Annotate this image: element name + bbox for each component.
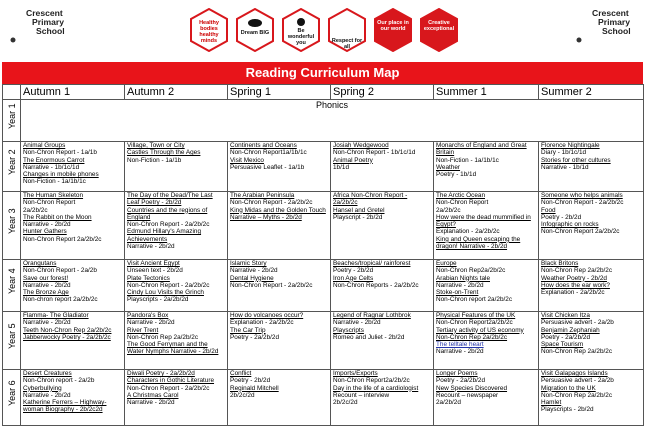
topic-title: Stories for other cultures [541,156,611,164]
topic-title: Edmund Hillary's Amazing Achievements [127,228,202,243]
topic-title: Visit Chicken Itza [541,312,590,319]
year-label: Year 5 [3,312,21,370]
values-badges [190,8,460,56]
topic-detail: Non-Chron Report [436,199,489,207]
year-row [3,312,644,370]
topic-title: Characters in Gothic Literature [127,377,215,385]
topic-title: Migration to the UK [541,384,596,392]
topic-cell [434,192,539,260]
topic-title: The Good Ferryman and the Water Nymphs Narrative - 2b/2d [127,341,219,356]
topic-detail: Non-Chron Reports - 2a/2b/2c [333,281,419,289]
topic-detail: Playscripts - 2a/2b/2d [127,296,189,304]
badge-respect: Respect for all [328,8,366,52]
topic-detail: Narrative - 2b/2d [23,281,71,289]
topic-cell [331,312,434,370]
topic-detail: Narrative - 2b/2d [23,221,71,229]
topic-title: Day in the life of a cardiologist [333,384,419,392]
topic-cell [21,142,125,192]
topic-title: The Car Trip [230,326,266,334]
page-title: Reading Curriculum Map [2,62,643,84]
topic-cell [434,142,539,192]
topic-title: Orangutans [23,260,57,267]
topic-title: Visit Ancient Egypt [127,260,180,267]
topic-title: Hamlet [541,399,562,407]
topic-detail: Narrative - 2b/2d [230,267,278,275]
topic-detail: Non-Chron Rep 2a/2b/2c [541,267,613,275]
topic-detail: Diary - 1b/1c/1d [541,149,587,157]
topic-detail: Poetry - 2b/2d [230,377,271,385]
term-header: Spring 2 [331,85,434,100]
badge-dream-big: Dream BIG [236,8,274,52]
topic-cell [331,192,434,260]
topic-detail: Non-Fiction - 1a/1b [127,156,182,164]
topic-detail: Narrative - 2b/2d [23,391,71,399]
topic-detail: 2a/2b/2d [436,399,461,407]
topic-cell [228,192,331,260]
topic-title: Dental Hygiene [230,274,274,282]
topic-detail: Non-chron report 2a/2b/2c [23,296,98,304]
topic-cell [21,260,125,312]
topic-detail: Narrative - 2b/2d [333,319,381,327]
topic-title: Hunter Gathers [23,228,67,236]
term-header: Summer 2 [539,85,644,100]
topic-title: Black Britons [541,260,579,267]
badge-creative: Creative exceptional [420,8,458,52]
topic-detail: Narrative - 2b/2d [127,243,175,251]
topic-title: Save our forest! [23,274,69,282]
topic-title: Hansel and Gretel [333,206,385,214]
topic-cell [125,312,228,370]
topic-title: Cyberbullying [23,384,62,392]
topic-title: Reginald Mitchell [230,384,279,392]
topic-detail: 2b/2c/2d [230,391,255,399]
topic-detail: Recount – newspaper [436,391,499,399]
topic-detail: Explanation - 2a/2b/2c [541,289,605,297]
topic-title: Iron Age Celts [333,274,374,282]
topic-title: The Day of the Dead/The Last Leaf Poetry - 2b/2d [127,192,213,207]
topic-title: The Arabian Peninsula [230,192,295,199]
topic-detail: Narrative - 2b/2d [127,319,175,327]
topic-title: Longer Poems [436,370,478,377]
topic-detail: Poetry - 2a/2b/2d [436,377,486,385]
topic-detail: Non-Chron Rep 2a/2b/2c [541,348,613,356]
topic-detail: Non-Chron Rep 2a/2b/2c [541,391,613,399]
topic-detail: Explanation - 2a/2b/2c [436,228,500,236]
topic-detail: Narrative - 1b/1d [541,163,589,171]
topic-title: Playscripts [333,326,364,334]
topic-title: Jabberwocky Poetry - 2a/2b/2c [23,333,111,341]
crescent-moon-icon [572,13,590,43]
corner-cell [3,85,21,100]
topic-title: The Enormous Carrot [23,156,85,164]
topic-detail: Non-Chron Report 2a/2b/2c [541,228,620,236]
topic-cell [21,192,125,260]
topic-cell [21,312,125,370]
topic-detail: 2a/2b/2c [23,206,48,214]
topic-detail: Poetry - 1b/1d [436,171,477,179]
topic-title: Arabian Nights tale [436,274,490,282]
badge-wonderful: Be wonderful you [282,8,320,52]
topic-title: Changes in mobile phones [23,171,99,179]
year-label: Year 2 [3,142,21,192]
topic-detail: Poetry - 2a/2b/2d [230,333,280,341]
topic-detail: Unseen text - 2b/2d [127,267,183,275]
school-logo-right [570,5,632,51]
topic-title: Visit Galapagos Islands [541,370,608,377]
topic-title: Europe [436,260,457,267]
topic-detail: Non-Chron Report - 1a/1b [23,149,97,157]
year-label: Year 6 [3,370,21,426]
topic-cell [125,260,228,312]
topic-title: Imports/Exports [333,370,378,377]
topic-detail: Persuasive advert - 2a/2b [541,319,614,327]
term-header: Summer 1 [434,85,539,100]
topic-detail: Non-Chron Report - 1b/1c/1d [333,149,416,157]
topic-cell [331,370,434,426]
topic-detail: Non-Chron Report - 2a/2b/2c [541,199,624,207]
topic-title: Castles Through the Ages [127,149,201,157]
topic-cell [434,260,539,312]
topic-title: Animal Groups [23,142,66,149]
topic-cell [125,370,228,426]
topic-cell [434,370,539,426]
topic-title: The Human Skeleton [23,192,84,199]
year-row [3,260,644,312]
topic-title: How does the ear work? [541,281,610,289]
topic-cell [539,260,644,312]
topic-cell [539,192,644,260]
topic-title: Africa Non-Chron Report - 2a/2b/2c [333,192,408,207]
school-name: Crescent Primary School [26,8,65,36]
topic-title: The Bronze Age [23,289,69,297]
topic-detail: Playscript - 2b/2d [333,213,383,221]
topic-title: Desert Creatures [23,370,72,377]
topic-title: Benjamin Zephaniah [541,326,600,334]
topic-detail: Non-Fiction - 1a/1b/1c [23,178,86,186]
topic-title: Josiah Wedgewood [333,142,389,149]
topic-detail: Non-Chron Report - 2a/2b/2c [127,221,210,229]
topic-title: Stoke-on-Trent [436,289,479,297]
topic-detail: Narrative - 2b/2d [436,281,484,289]
topic-title: Tertiary activity of US economy Non-Chron Rep 2a/2b/2c [436,326,524,341]
topic-title: Physical Features of the UK [436,312,516,319]
topic-title: The Arctic Ocean [436,192,486,199]
topic-title: Space Tourism [541,341,584,349]
topic-title: Infographic on rocks [541,221,599,229]
topic-title: Food [541,206,556,214]
topic-cell [539,370,644,426]
topic-detail: Narrative - 2b/2d [23,319,71,327]
topic-title: River Trent [127,326,159,334]
topic-title: Countries and the regions of England [127,206,208,221]
topic-title: Plate Tectonics [127,274,170,282]
topic-title: Pandora's Box [127,312,169,319]
topic-detail: Non-Chron report 2a/2b/2c [436,296,513,304]
topic-cell [331,142,434,192]
topic-detail: Narrative - 1b/1c/1d [23,163,80,171]
topic-detail: Narrative - 2b/2d [127,399,175,407]
topic-cell [125,142,228,192]
topic-title: A Christmas Carol [127,391,179,399]
topic-detail: Non-Chron Report - 2a/2b/2c [230,281,313,289]
term-header: Autumn 2 [125,85,228,100]
topic-title: Village, Town or City [127,142,185,149]
topic-detail: Non-Chron Report - 2a/2b/2c [127,281,210,289]
topic-title: Conflict [230,370,252,377]
topic-detail: Non-Chron report - 2a/2b [23,377,95,385]
topic-title: Islamic Story [230,260,267,267]
year-label: Year 4 [3,260,21,312]
topic-detail: Non-Chron Report1a/1b/1c [230,149,307,157]
topic-detail: Persuasive advert - 2a/2b [541,377,614,385]
topic-detail: Persuasive Leaflet - 1a/1b [230,163,305,171]
topic-title: Monarchs of England and Great Britain [436,142,527,157]
topic-title: Katherine Ferrers – Highway-woman Biography - 2b/2c2d [23,399,107,414]
topic-detail: Romeo and Juliet - 2b/2d [333,333,405,341]
topic-detail: Non-Chron Rep 2a/2b/2c [127,333,199,341]
topic-detail: Non-Chron Report [23,199,76,207]
phonics-cell: Phonics [21,100,644,142]
topic-cell [539,312,644,370]
topic-title: Teeth Non-Chron Rep 2a/2b/2c [23,326,112,334]
topic-title: Continents and Oceans [230,142,297,149]
topic-title: Beaches/tropical/ rainforest [333,260,411,267]
topic-cell [125,192,228,260]
topic-detail: Poetry - 2b/2d [541,213,582,221]
topic-detail: Non-Chron Report - 2a/2b [23,267,97,275]
year-label: Year 1 [3,100,21,142]
topic-title: Cindy Lou Visits the Grinch [127,289,204,297]
term-header: Spring 1 [228,85,331,100]
topic-detail: Non-Chron Report - 2a/2b/2c [230,199,313,207]
topic-title: The Rabbit on the Moon [23,213,92,221]
year-row [3,192,644,260]
topic-detail: Narrative - 2b/2d [436,348,484,356]
topic-title: King and Queen escaping the dragon! Narrative - 2b/2d [436,235,521,251]
topic-cell [21,370,125,426]
school-name: Crescent Primary School [592,8,631,36]
year-row [3,142,644,192]
topic-title: Diwali Poetry - 2a/2b/2d [127,370,195,377]
topic-title: Weather Poetry - 2b/2d [541,274,607,282]
topic-title: Legend of Ragnar Lothbrok [333,312,411,319]
topic-detail: Non-Chron Rep2a/2b/2c [436,267,506,275]
topic-detail: Non-Chron Report 2a/2b/2c [23,235,102,243]
topic-cell [539,142,644,192]
topic-title: King Midas and the Golden Touch Narrative – Myths - 2b/2d [230,206,326,221]
topic-title: Animal Poetry [333,156,373,164]
term-header: Autumn 1 [21,85,125,100]
topic-detail: Non-Chron Report2a/2b/2c [333,377,410,385]
badge-healthy: Healthy bodies healthy minds [190,8,228,52]
topic-cell [331,260,434,312]
topic-detail: 1b/1d [333,163,349,171]
topic-detail: 2b/2c/2d [333,399,358,407]
topic-title: How were the dead mummified in Egypt? [436,213,531,229]
year-row [3,370,644,426]
topic-title: New Species Discovered [436,384,508,392]
topic-cell [228,312,331,370]
crescent-moon-icon [6,13,24,43]
curriculum-table [2,84,644,426]
topic-detail: Recount – interview [333,391,390,399]
topic-cell [228,142,331,192]
term-header-row [3,85,644,100]
topic-title: Flamma- The Gladiator [23,312,89,319]
topic-title: Weather [436,163,461,171]
topic-title: The telltale heart [436,341,484,349]
topic-detail: Poetry - 2b/2d [333,267,374,275]
topic-detail: Non-Chron Report2a/2b/2c [436,319,513,327]
year-row [3,100,644,142]
topic-cell [434,312,539,370]
badge-our-world: Our place in our world [374,8,412,52]
topic-cell [228,370,331,426]
topic-title: How do volcanoes occur? [230,312,304,319]
topic-detail: Explanation - 2a/2b/2c [230,319,294,327]
topic-detail: Non-Chron Report - 2a/2b/2c [127,384,210,392]
topic-cell [228,260,331,312]
topic-title: Florence Nightingale [541,142,600,149]
year-label: Year 3 [3,192,21,260]
topic-detail: Poetry - 2a/2b/2d [541,333,591,341]
topic-detail: Non-Fiction - 1a/1b/1c [436,156,499,164]
topic-title: Visit Mexico [230,156,264,164]
topic-detail: Playscripts - 2b/2d [541,406,594,414]
school-logo-left [4,5,66,51]
topic-title: Someone who helps animals [541,192,623,199]
topic-detail: 2a/2b/2c [436,206,461,214]
